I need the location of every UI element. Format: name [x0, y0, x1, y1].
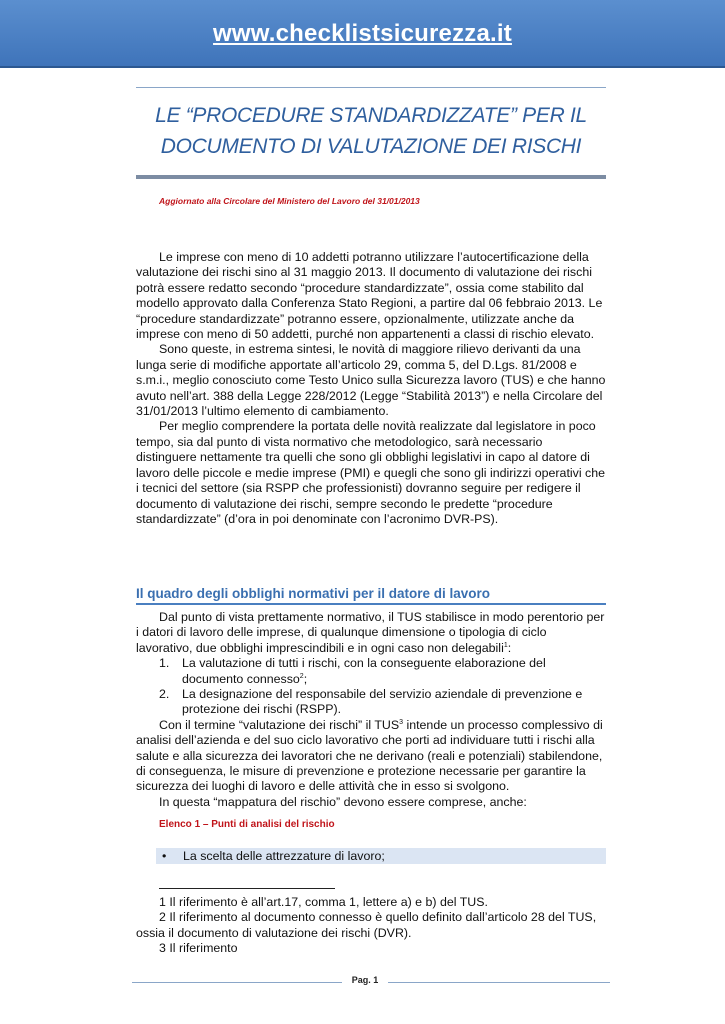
footer-rule-left — [132, 982, 342, 983]
intro-paragraph-1: Le imprese con meno di 10 addetti potranno utilizzare l’autocertificazione della valutazione dei rischi sino al 31 maggio 2013. Il documento di valutazione dei rischi potrà essere redatto secondo “procedure standardizzate”, ossia come stabilito dal modello approvato dalla Conferenza Stato Regioni, a partire dal 06 febbraio 2013. Le “procedure standardizzate” potranno essere, opzionalmente, utilizzate anche da imprese con meno di 50 addetti, purché non appartenenti a classi di rischio elevato. — [136, 250, 603, 342]
obligations-section — [136, 610, 606, 810]
title-line-1: LE “PROCEDURE STANDARDIZZATE” PER IL — [155, 104, 587, 127]
update-note: Aggiornato alla Circolare del Ministero del Lavoro del 31/01/2013 — [159, 196, 420, 206]
obligations-paragraph-1: Dal punto di vista prettamente normativo, il TUS stabilisce in modo perentorio per i datori di lavoro delle imprese, di qualunque dimensione o tipologia di ciclo lavorativo, due obblighi imprescindibili e in ogni caso non delegabili$^1$: — [136, 610, 605, 655]
footnotes — [136, 895, 606, 957]
footnote-separator — [159, 888, 335, 889]
title-line-2: DOCUMENTO DI VALUTAZIONE DEI RISCHI — [160, 135, 582, 158]
obligations-paragraph-3: In questa “mappatura del rischio” devono essere comprese, anche: — [159, 794, 527, 809]
header-banner — [0, 0, 725, 68]
intro-paragraph-3: Per meglio comprendere la portata delle novità realizzate dal legislatore in poco tempo, sia dal punto di vista normativo che metodologico, sarà necessario distinguere nettamente tra quelli che sono gli obblighi legislativi in capo al datore di lavoro delle piccole e medie imprese (PMI) e quegli che sono gli indirizzi operativi che i tecnici del settore (sia RSPP che professionisti) dovranno seguire per redigere il documento di valutazione dei rischi, sempre secondo le predette “procedure standardizzate” (d’ora in poi denominate con l’acronimo DVR-PS). — [136, 419, 606, 526]
footnote-ref-3[interactable]: 3 — [399, 718, 404, 726]
title-top-rule — [136, 87, 606, 88]
intro-section — [136, 250, 606, 527]
footnote-2: 2 Il riferimento al documento connesso è quello definito dall’articolo 28 del TUS, ossia il documento di valutazione dei rischi (DVR). — [136, 910, 597, 940]
page-number: Pag. 1 — [351, 975, 379, 985]
footnote-3: 3 Il riferimento — [159, 941, 238, 956]
site-url-link[interactable]: www.checklistsicurezza.it — [213, 20, 512, 47]
section-heading: Il quadro degli obblighi normativi per il datore di lavoro — [136, 586, 606, 605]
list-item: 2. La designazione del responsabile del servizio aziendale di prevenzione e protezione dei rischi (RSPP). — [159, 687, 583, 717]
title-bottom-rule — [136, 175, 606, 179]
footnote-1: 1 Il riferimento è all’art.17, comma 1, lettere a) e b) del TUS. — [159, 895, 488, 909]
obligations-list — [136, 656, 606, 718]
obligations-paragraph-2: Con il termine “valutazione dei rischi” il TUS$^3$ intende un processo complessivo di analisi dell’azienda e del suo ciclo lavorativo che porti ad individuare tutti i rischi alla salute e alla sicurezza dei lavoratori che ne derivano (reali e potenziali) stabilendone, di conseguenza, le misure di prevenzione e protezione necessarie per garantire la sicurezza dei luoghi di lavoro e delle attività che in esso si svolgono. — [136, 717, 603, 794]
footnote-ref-1[interactable]: 1 — [503, 641, 508, 649]
page-title — [136, 100, 606, 162]
list-item: 1. La valutazione di tutti i rischi, con la conseguente elaborazione del documento connesso$^2$; — [159, 656, 546, 686]
elenco-item-text: La scelta delle attrezzature di lavoro; — [183, 849, 385, 863]
elenco-item — [156, 848, 606, 864]
intro-paragraph-2: Sono queste, in estrema sintesi, le novità di maggiore rilievo derivanti da una lunga serie di modifiche apportate all’articolo 29, comma 5, del D.Lgs. 81/2008 e s.m.i., meglio conosciuto come Testo Unico sulla Sicurezza lavoro (TUS) e che hanno avuto nell’art. 388 della Legge 228/2012 (Legge “Stabilità 2013”) e nella Circolare del 31/01/2013 l’ultimo elemento di cambiamento. — [136, 342, 606, 419]
footnote-ref-2[interactable]: 2 — [299, 672, 304, 680]
bullet-icon: • — [162, 849, 167, 863]
elenco-caption: Elenco 1 – Punti di analisi del rischio — [159, 819, 335, 830]
footer-rule-right — [388, 982, 610, 983]
